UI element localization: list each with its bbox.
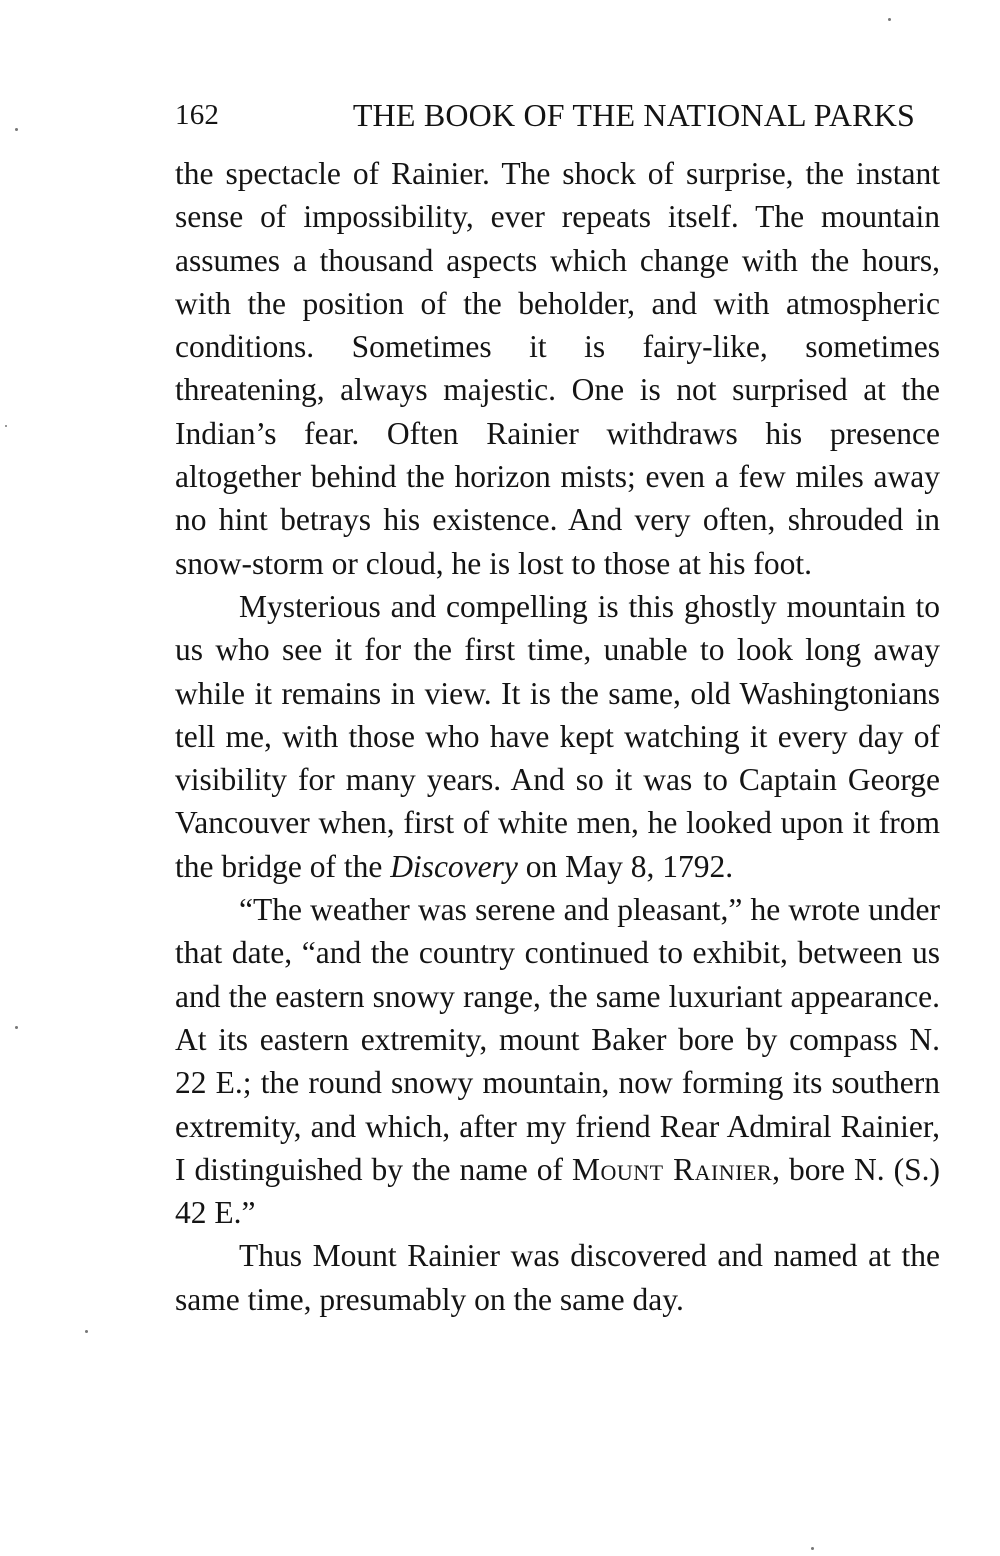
paragraph-4: Thus Mount Rainier was discovered and named at the same time, presumably on the same day. [175, 1238, 940, 1317]
paragraph-2-text: Mysterious and compelling is this ghostly mountain to us who see it for the first time, unable to look long away while it remains in view. It is the same, old Washingtonians tell me, with those who have kept watching it every day of visibility for many years. And so it was to Captain George Vancouver when, first of white men, he looked upon it from the bridge of the [175, 588, 940, 884]
scan-speck [15, 128, 18, 131]
paragraph-3-quotation [175, 888, 940, 1234]
scan-speck [5, 425, 7, 427]
scan-speck [811, 1547, 814, 1550]
paragraph-2-date: on May 8, 1792. [517, 848, 734, 884]
paragraph-3-bearing: , bore N. (S.) 42 E.” [175, 1151, 940, 1231]
mount-rainier-name: Mount Rainier [571, 1151, 773, 1187]
scan-speck [85, 1330, 88, 1333]
paragraph-1: the spectacle of Rainier. The shock of surprise, the instant sense of impossibility, ever repeats itself. The mountain assumes a thousand aspects which change with the hours, with the position of the beholder, and with atmospheric conditions. Sometimes it is fairy-like, sometimes threatening, always majestic. One is not surprised at the Indian’s fear. Often Rainier withdraws his presence altogether behind the horizon mists; even a few miles away no hint betrays his existence. And very often, shrouded in snow-storm or cloud, he is lost to those at his foot. [175, 156, 940, 581]
page-number: 162 [175, 99, 220, 131]
scan-speck [15, 1026, 18, 1029]
running-title: THE BOOK OF THE NATIONAL PARKS [352, 97, 915, 133]
page-header [175, 93, 915, 137]
ship-name-discovery: Discovery [390, 848, 518, 884]
paragraph-3-text: “The weather was serene and pleasant,” he wrote under that date, “and the country continued to exhibit, between us and the eastern snowy range, the same luxuriant appearance. At its eastern extremity, mount Baker bore by compass N. 22 E.; the round snowy mountain, now forming its southern extremity, and which, after my friend Rear Admiral Rainier, I distinguished by the name of [175, 892, 940, 1187]
body-text [175, 152, 940, 1321]
paragraph-2 [175, 585, 940, 888]
scan-speck [888, 18, 891, 21]
